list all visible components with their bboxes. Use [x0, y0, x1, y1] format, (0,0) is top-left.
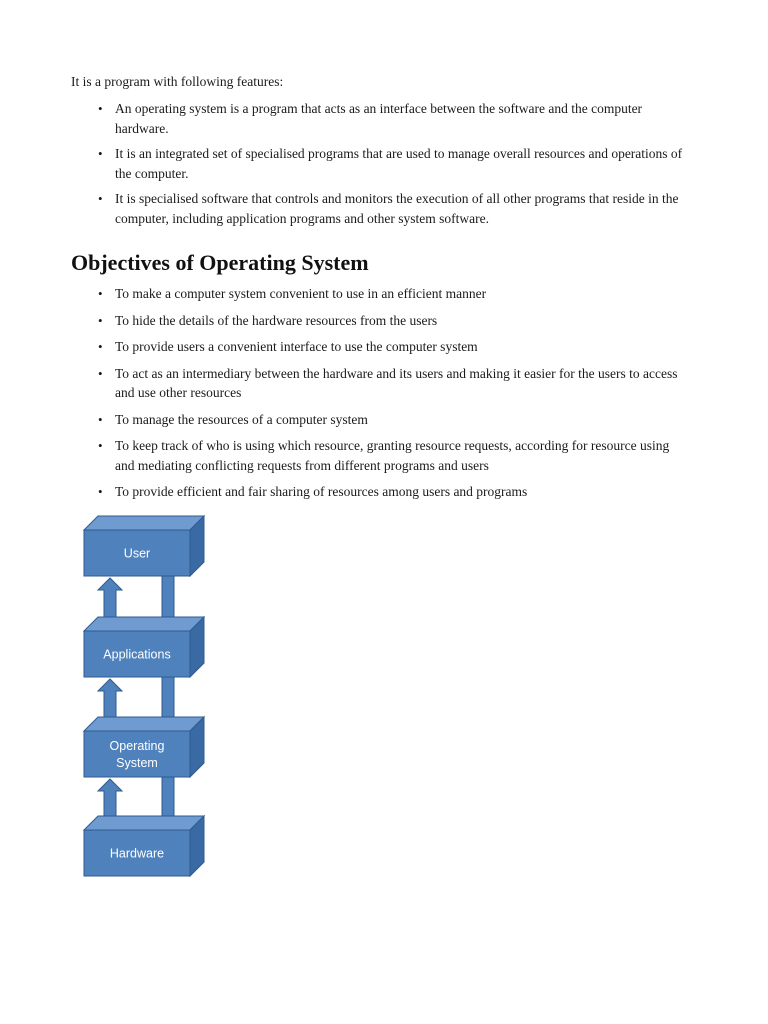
list-item [71, 337, 691, 357]
os-layers-diagram-svg [80, 512, 212, 882]
layer-box-operating-system [84, 717, 204, 777]
list-item [71, 311, 691, 331]
bullet-icon: • [98, 365, 103, 381]
layer-label: System [116, 756, 158, 770]
bullet-icon: • [98, 146, 103, 161]
bullet-icon: • [98, 339, 103, 354]
bullet-icon: • [98, 438, 103, 453]
box-top-face [84, 516, 204, 530]
bullet-icon: • [98, 411, 103, 427]
layer-label: Applications [103, 647, 171, 662]
layer-box-hardware [84, 816, 204, 876]
os-layers-diagram [80, 512, 212, 882]
objective-text: To keep track of who is using which resource, granting resource requests, according for resource using and mediating conflicting requests from different programs and users [115, 438, 670, 473]
list-item [71, 436, 691, 475]
bullet-icon: • [98, 484, 103, 499]
feature-text: It is an integrated set of specialised programs that are used to manage overall resources and operations of the computer. [115, 146, 683, 181]
layer-box-applications [84, 617, 204, 677]
list-item [71, 99, 691, 138]
list-item [71, 410, 691, 430]
list-item [71, 189, 691, 228]
layer-box-user [84, 516, 204, 576]
objectives-heading: Objectives of Operating System [71, 250, 369, 275]
bullet-icon: • [98, 286, 103, 301]
box-top-face [84, 617, 204, 631]
bullet-icon: • [98, 191, 103, 206]
box-front-face [84, 731, 190, 777]
list-item [71, 482, 691, 502]
box-top-face [84, 717, 204, 731]
bullet-icon: • [98, 101, 103, 116]
layer-label: User [123, 546, 151, 561]
objective-text: To provide efficient and fair sharing of resources among users and programs [115, 484, 528, 499]
list-item [71, 284, 691, 304]
objectives-list [71, 284, 691, 509]
feature-text: It is specialised software that controls and monitors the execution of all other programs that reside in the computer, including application programs and other system software. [115, 191, 679, 226]
list-item [71, 144, 691, 183]
objective-text: To manage the resources of a computer system [115, 411, 368, 427]
feature-text: An operating system is a program that acts as an interface between the software and the computer hardware. [115, 101, 643, 136]
objective-text: To make a computer system convenient to use in an efficient manner [115, 286, 487, 301]
features-list [71, 99, 691, 234]
bullet-icon: • [98, 312, 103, 328]
objective-text: To provide users a convenient interface to use the computer system [115, 339, 478, 354]
objective-text: To act as an intermediary between the hardware and its users and making it easier for the users to access and use other resources [115, 365, 678, 400]
list-item [71, 364, 691, 403]
intro-text: It is a program with following features: [71, 74, 284, 89]
layer-label: Operating [109, 739, 165, 753]
box-top-face [84, 816, 204, 830]
layer-label: Hardware [109, 846, 165, 861]
objective-text: To hide the details of the hardware resources from the users [115, 312, 438, 328]
